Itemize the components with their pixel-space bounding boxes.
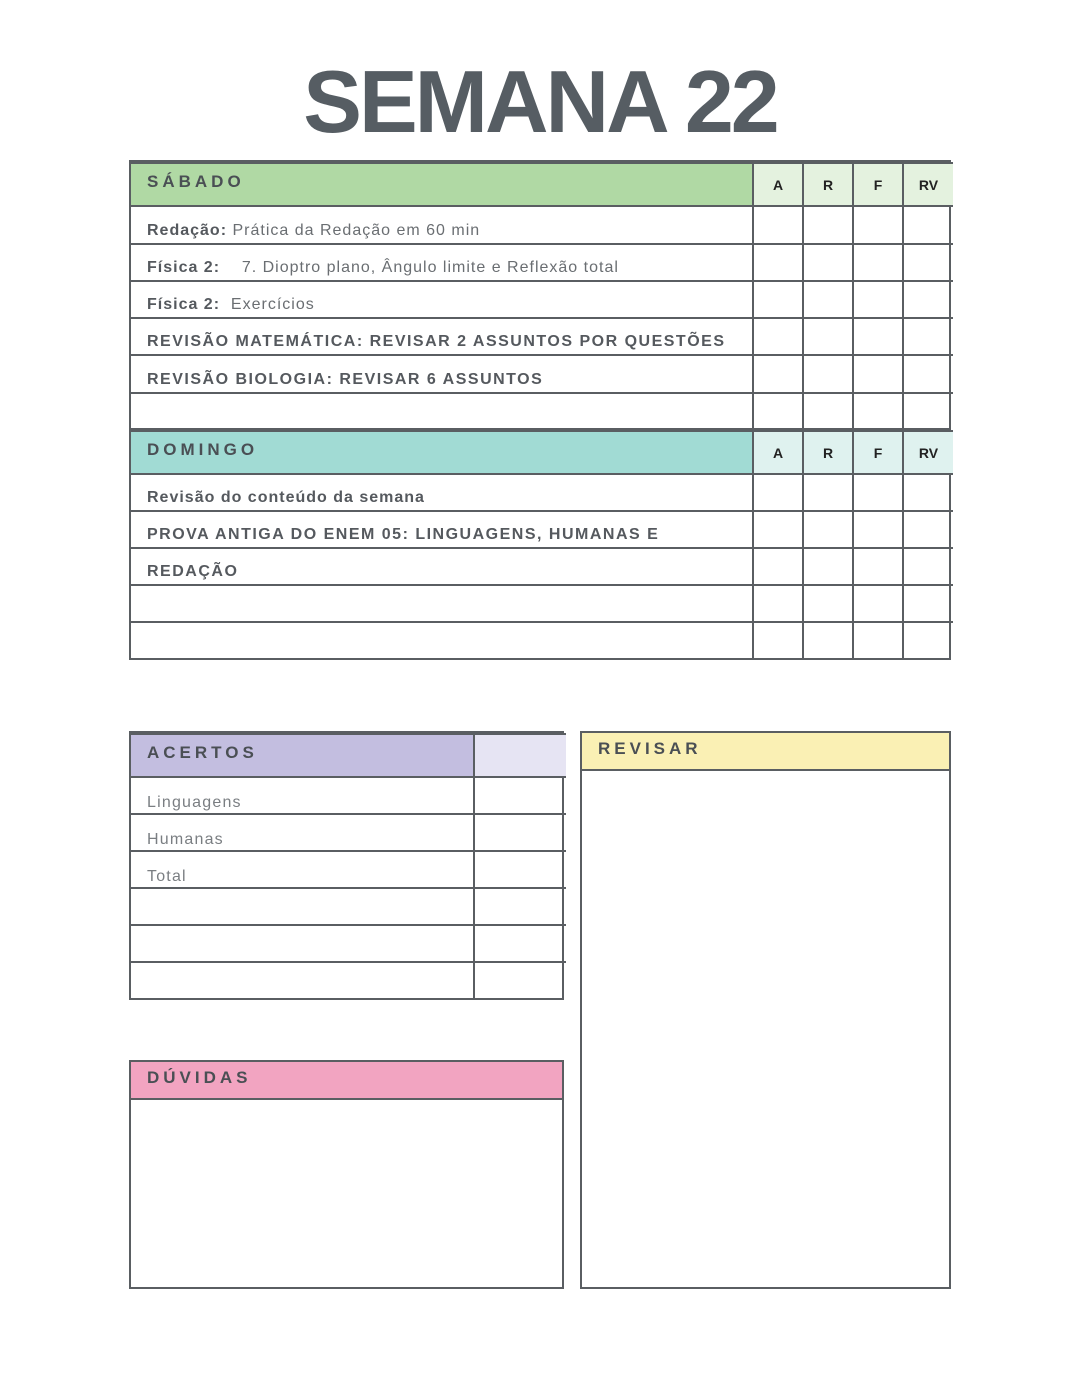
sabado-col-f: F (853, 163, 903, 206)
acertos-score-field[interactable] (474, 777, 566, 814)
domingo-checkbox-a[interactable] (753, 474, 803, 511)
acertos-score-field[interactable] (474, 962, 566, 999)
sabado-row (131, 318, 953, 355)
acertos-row (131, 814, 566, 851)
domingo-task-label: REDAÇÃO (147, 563, 239, 580)
domingo-checkbox-a[interactable] (753, 622, 803, 659)
domingo-task (131, 548, 753, 585)
acertos-score-field[interactable] (474, 851, 566, 888)
domingo-checkbox-rv[interactable] (903, 548, 953, 585)
sabado-checkbox-r[interactable] (803, 244, 853, 281)
domingo-checkbox-r[interactable] (803, 548, 853, 585)
sabado-checkbox-f[interactable] (853, 318, 903, 355)
sabado-checkbox-r[interactable] (803, 355, 853, 392)
sabado-task-detail: 7. Dioptro plano, Ângulo limite e Reflexão total (220, 258, 619, 276)
domingo-task (131, 474, 753, 511)
acertos-header-value (474, 734, 566, 777)
domingo-checkbox-a[interactable] (753, 548, 803, 585)
sabado-task (131, 281, 753, 318)
domingo-task (131, 511, 753, 548)
acertos-subject: Total (131, 851, 474, 888)
domingo-task-label: PROVA ANTIGA DO ENEM 05: LINGUAGENS, HUMANAS E (147, 526, 660, 543)
sabado-row (131, 281, 953, 318)
duvidas-header: DÚVIDAS (131, 1062, 562, 1100)
revisar-header: REVISAR (582, 733, 949, 771)
sabado-checkbox-rv[interactable] (903, 244, 953, 281)
sabado-checkbox-a[interactable] (753, 244, 803, 281)
domingo-checkbox-f[interactable] (853, 585, 903, 622)
sabado-checkbox-r[interactable] (803, 393, 853, 430)
domingo-checkbox-f[interactable] (853, 548, 903, 585)
acertos-score-field[interactable] (474, 814, 566, 851)
acertos-row (131, 925, 566, 962)
sabado-checkbox-rv[interactable] (903, 355, 953, 392)
domingo-col-a: A (753, 431, 803, 474)
domingo-checkbox-a[interactable] (753, 585, 803, 622)
domingo-checkbox-f[interactable] (853, 622, 903, 659)
sabado-checkbox-r[interactable] (803, 318, 853, 355)
sabado-checkbox-r[interactable] (803, 281, 853, 318)
sabado-row (131, 393, 953, 430)
domingo-checkbox-r[interactable] (803, 585, 853, 622)
domingo-col-f: F (853, 431, 903, 474)
sabado-task (131, 393, 753, 430)
sabado-task-label: Física 2: (147, 258, 221, 276)
acertos-header-label: ACERTOS (131, 734, 474, 777)
sabado-task-label: REVISÃO BIOLOGIA: REVISAR 6 ASSUNTOS (147, 370, 544, 388)
sabado-row (131, 355, 953, 392)
acertos-row (131, 851, 566, 888)
domingo-row (131, 474, 953, 511)
page-title: SEMANA 22 (303, 52, 777, 151)
domingo-task (131, 622, 753, 659)
sabado-task-label: REVISÃO MATEMÁTICA: REVISAR 2 ASSUNTOS POR QUESTÕES (147, 333, 726, 351)
domingo-checkbox-f[interactable] (853, 511, 903, 548)
acertos-subject: Linguagens (131, 777, 474, 814)
sabado-checkbox-rv[interactable] (903, 393, 953, 430)
revisar-box (580, 731, 951, 1289)
sabado-checkbox-f[interactable] (853, 393, 903, 430)
domingo-row (131, 511, 953, 548)
sabado-checkbox-f[interactable] (853, 281, 903, 318)
sabado-checkbox-rv[interactable] (903, 318, 953, 355)
sabado-row (131, 206, 953, 243)
domingo-checkbox-rv[interactable] (903, 622, 953, 659)
domingo-checkbox-r[interactable] (803, 474, 853, 511)
sabado-task-label: Física 2: (147, 296, 221, 314)
sabado-checkbox-f[interactable] (853, 206, 903, 243)
domingo-col-rv: RV (903, 431, 953, 474)
domingo-row (131, 585, 953, 622)
sabado-checkbox-a[interactable] (753, 206, 803, 243)
acertos-row (131, 962, 566, 999)
acertos-subject: Humanas (131, 814, 474, 851)
acertos-subject (131, 925, 474, 962)
sabado-checkbox-a[interactable] (753, 393, 803, 430)
domingo-checkbox-a[interactable] (753, 511, 803, 548)
sabado-checkbox-f[interactable] (853, 355, 903, 392)
domingo-row (131, 622, 953, 659)
sabado-checkbox-rv[interactable] (903, 206, 953, 243)
sabado-col-r: R (803, 163, 853, 206)
sabado-header-label: SÁBADO (131, 163, 753, 206)
sabado-task-detail: Prática da Redação em 60 min (227, 221, 481, 239)
sabado-task-detail: Exercícios (220, 296, 315, 314)
domingo-task (131, 585, 753, 622)
sabado-checkbox-a[interactable] (753, 355, 803, 392)
acertos-subject (131, 888, 474, 925)
domingo-checkbox-r[interactable] (803, 622, 853, 659)
sabado-checkbox-f[interactable] (853, 244, 903, 281)
domingo-table (129, 428, 951, 660)
acertos-subject (131, 962, 474, 999)
sabado-checkbox-a[interactable] (753, 318, 803, 355)
acertos-score-field[interactable] (474, 925, 566, 962)
domingo-col-r: R (803, 431, 853, 474)
sabado-col-rv: RV (903, 163, 953, 206)
domingo-header-label: DOMINGO (131, 431, 753, 474)
domingo-row (131, 548, 953, 585)
domingo-checkbox-r[interactable] (803, 511, 853, 548)
domingo-checkbox-rv[interactable] (903, 511, 953, 548)
acertos-row (131, 888, 566, 925)
duvidas-box (129, 1060, 564, 1289)
domingo-checkbox-rv[interactable] (903, 585, 953, 622)
acertos-row (131, 777, 566, 814)
sabado-table (129, 160, 951, 432)
sabado-col-a: A (753, 163, 803, 206)
sabado-task (131, 206, 753, 243)
sabado-task (131, 318, 753, 355)
acertos-table (129, 731, 564, 1000)
sabado-task (131, 244, 753, 281)
domingo-checkbox-f[interactable] (853, 474, 903, 511)
domingo-checkbox-rv[interactable] (903, 474, 953, 511)
sabado-row (131, 244, 953, 281)
sabado-checkbox-rv[interactable] (903, 281, 953, 318)
sabado-task-label: Redação: (147, 221, 228, 239)
domingo-task-label: Revisão do conteúdo da semana (147, 489, 425, 506)
acertos-score-field[interactable] (474, 888, 566, 925)
sabado-checkbox-a[interactable] (753, 281, 803, 318)
sabado-task (131, 355, 753, 392)
sabado-checkbox-r[interactable] (803, 206, 853, 243)
